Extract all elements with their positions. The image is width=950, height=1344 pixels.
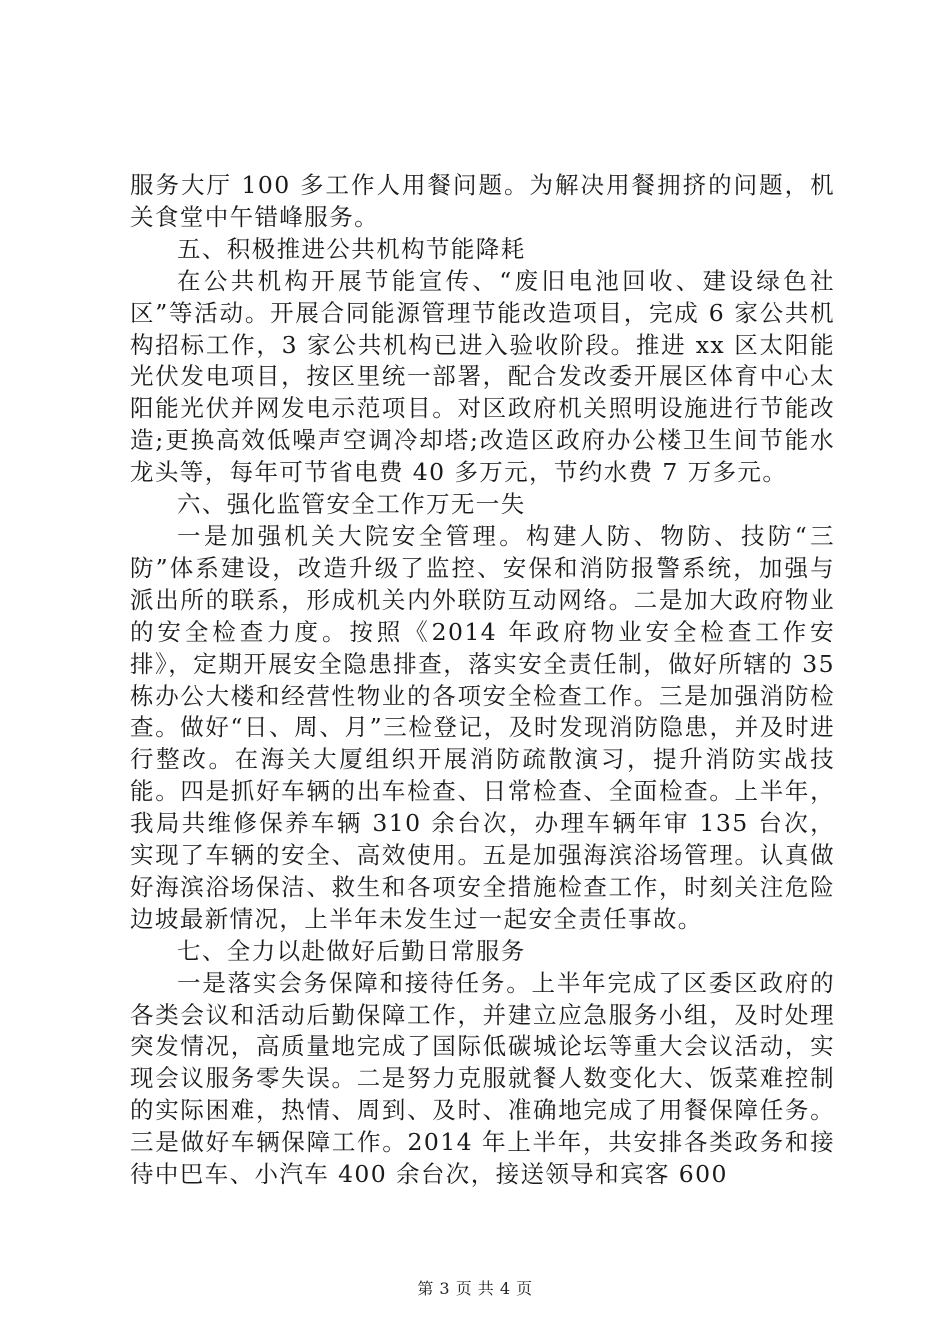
section-heading-six: 六、强化监管安全工作万无一失 [177,490,526,519]
section-heading-seven: 七、全力以赴做好后勤日常服务 [177,936,526,965]
paragraph-logistics: 一是落实会务保障和接待任务。上半年完成了区委区政府的各类会议和活动后勤保障工作，并建立应急服务小组，及时处理突发情况，高质量地完成了国际低碳城论坛等重大会议活动，实现会议服务零失误。二是努力克服就餐人数变化大、饭菜难控制的实际困难，热情、周到、及时、准确地完成了用餐保障任务。三是做好车辆保障工作。2014 年上半年，共安排各类政务和接待中巴车、小汽车 400 余台次，接送领导和宾客 600 [130,968,835,1189]
paragraph-continuation: 服务大厅 100 多工作人用餐问题。为解决用餐拥挤的问题，机关食堂中午错峰服务。 [130,171,835,231]
section-heading-five: 五、积极推进公共机构节能降耗 [177,234,526,263]
document-body [130,170,835,1191]
paragraph-safety: 一是加强机关大院安全管理。构建人防、物防、技防“三防”体系建设，改造升级了监控、安保和消防报警系统，加强与派出所的联系，形成机关内外联防互动网络。二是加大政府物业的安全检查力度。按照《2014 年政府物业安全检查工作安排》，定期开展安全隐患排查，落实安全责任制，做好所辖的 35 栋办公大楼和经营性物业的各项安全检查工作。三是加强消防检查。做好“日、周、月”三检登记，及时发现消防隐患，并及时进行整改。在海关大厦组织开展消防疏散演习，提升消防实战技能。四是抓好车辆的出车检查、日常检查、全面检查。上半年，我局共维修保养车辆 310 余台次，办理车辆年审 135 台次，实现了车辆的安全、高效使用。五是加强海滨浴场管理。认真做好海滨浴场保洁、救生和各项安全措施检查工作，时刻关注危险边坡最新情况，上半年未发生过一起安全责任事故。 [130,521,835,933]
paragraph-energy-saving: 在公共机构开展节能宣传、“废旧电池回收、建设绿色社区”等活动。开展合同能源管理节能改造项目，完成 6 家公共机构招标工作，3 家公共机构已进入验收阶段。推进 xx 区太阳能光伏发电项目，按区里统一部署，配合发改委开展区体育中心太阳能光伏并网发电示范项目。对区政府机关照明设施进行节能改造;更换高效低噪声空调冷却塔;改造区政府办公楼卫生间节能水龙头等，每年可节省电费 40 多万元，节约水费 7 万多元。 [130,266,835,487]
page-footer: 第 3 页 共 4 页 [417,1279,533,1298]
